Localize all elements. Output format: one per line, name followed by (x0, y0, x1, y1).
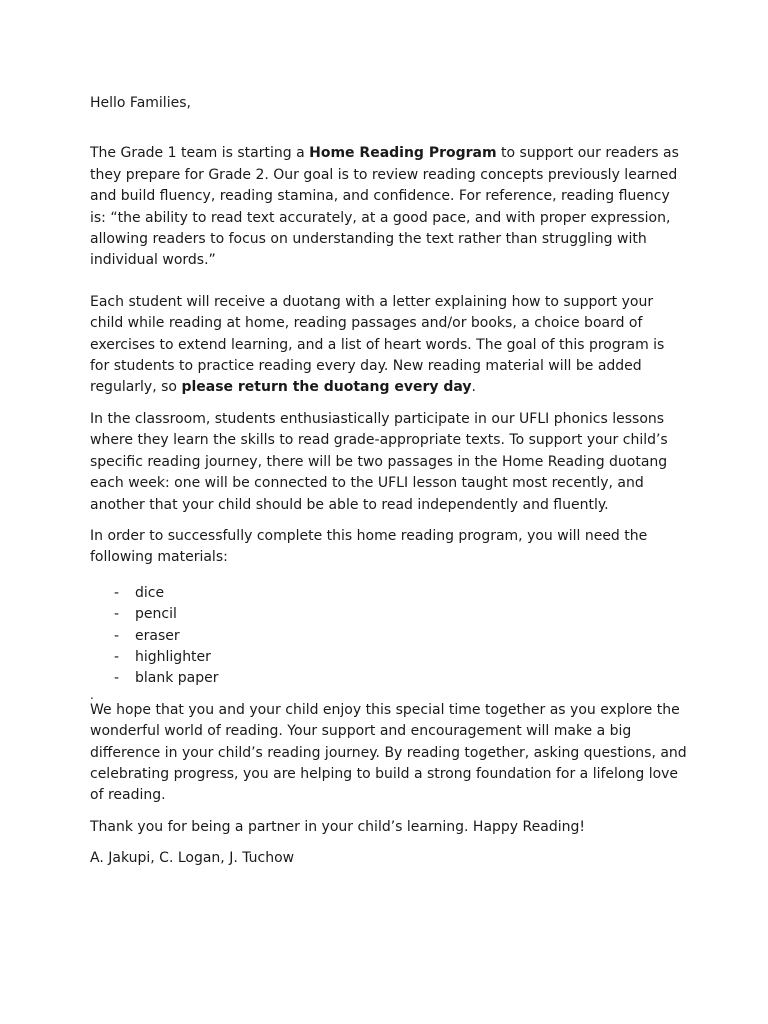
list-item (114, 668, 688, 689)
thank-you-line: Thank you for being a partner in your child’s learning. Happy Reading! (90, 818, 585, 835)
intro-text-after: to support our readers as they prepare for Grade 2. Our goal is to review reading concepts previously learned and build fluency, reading stamina, and confidence. For reference, reading fluency is: “the ability to read text accurately, at a good pace, and with proper expression, allowing readers to focus on understanding the text rather than struggling with individual words.” (90, 145, 679, 269)
list-dash: - (114, 670, 120, 687)
list-item (114, 647, 688, 668)
list-dash: - (114, 584, 120, 601)
materials-list (90, 583, 688, 690)
list-item (114, 583, 688, 604)
intro-paragraph (90, 143, 688, 271)
list-item-text: blank paper (135, 670, 219, 687)
intro-text-before: The Grade 1 team is starting a (90, 145, 310, 162)
return-duotang-bold: please return the duotang every day (181, 379, 472, 396)
list-item-text: eraser (135, 627, 180, 644)
list-item-text: dice (135, 584, 165, 601)
list-dash: - (114, 648, 120, 665)
list-dash: - (114, 627, 120, 644)
list-item-text: pencil (135, 606, 177, 623)
list-dash: - (114, 606, 120, 623)
list-item-text: highlighter (135, 648, 211, 665)
program-name-bold: Home Reading Program (309, 145, 497, 162)
list-item (114, 604, 688, 625)
duotang-text-after: . (471, 379, 476, 396)
materials-intro: In order to successfully complete this home reading program, you will need the following materials: (90, 527, 648, 566)
list-item (114, 626, 688, 647)
classroom-paragraph: In the classroom, students enthusiastically participate in our UFLI phonics lessons where they learn the skills to read grade-appropriate texts. To support your child’s specific reading journey, there will be two passages in the Home Reading duotang each week: one will be connected to the UFLI lesson taught most recently, and another that your child should be able to read independently and fluently. (90, 410, 668, 513)
duotang-paragraph (90, 292, 688, 399)
signature: A. Jakupi, C. Logan, J. Tuchow (90, 850, 295, 867)
greeting: Hello Families, (90, 95, 191, 111)
duotang-text-before: Each student will receive a duotang with a letter explaining how to support your child while reading at home, reading passages and/or books, a choice board of exercises to extend learning, and a list of heart words. The goal of this program is for students to practice reading every day. New reading material will be added regularly, so (90, 293, 665, 396)
stray-dot: . (90, 687, 94, 702)
closing-paragraph: We hope that you and your child enjoy this special time together as you explore the wonderful world of reading. Your support and encouragement will make a big difference in your child’s reading journey. By reading together, asking questions, and celebrating progress, you are helping to build a strong foundation for a lifelong love of reading. (90, 701, 687, 804)
